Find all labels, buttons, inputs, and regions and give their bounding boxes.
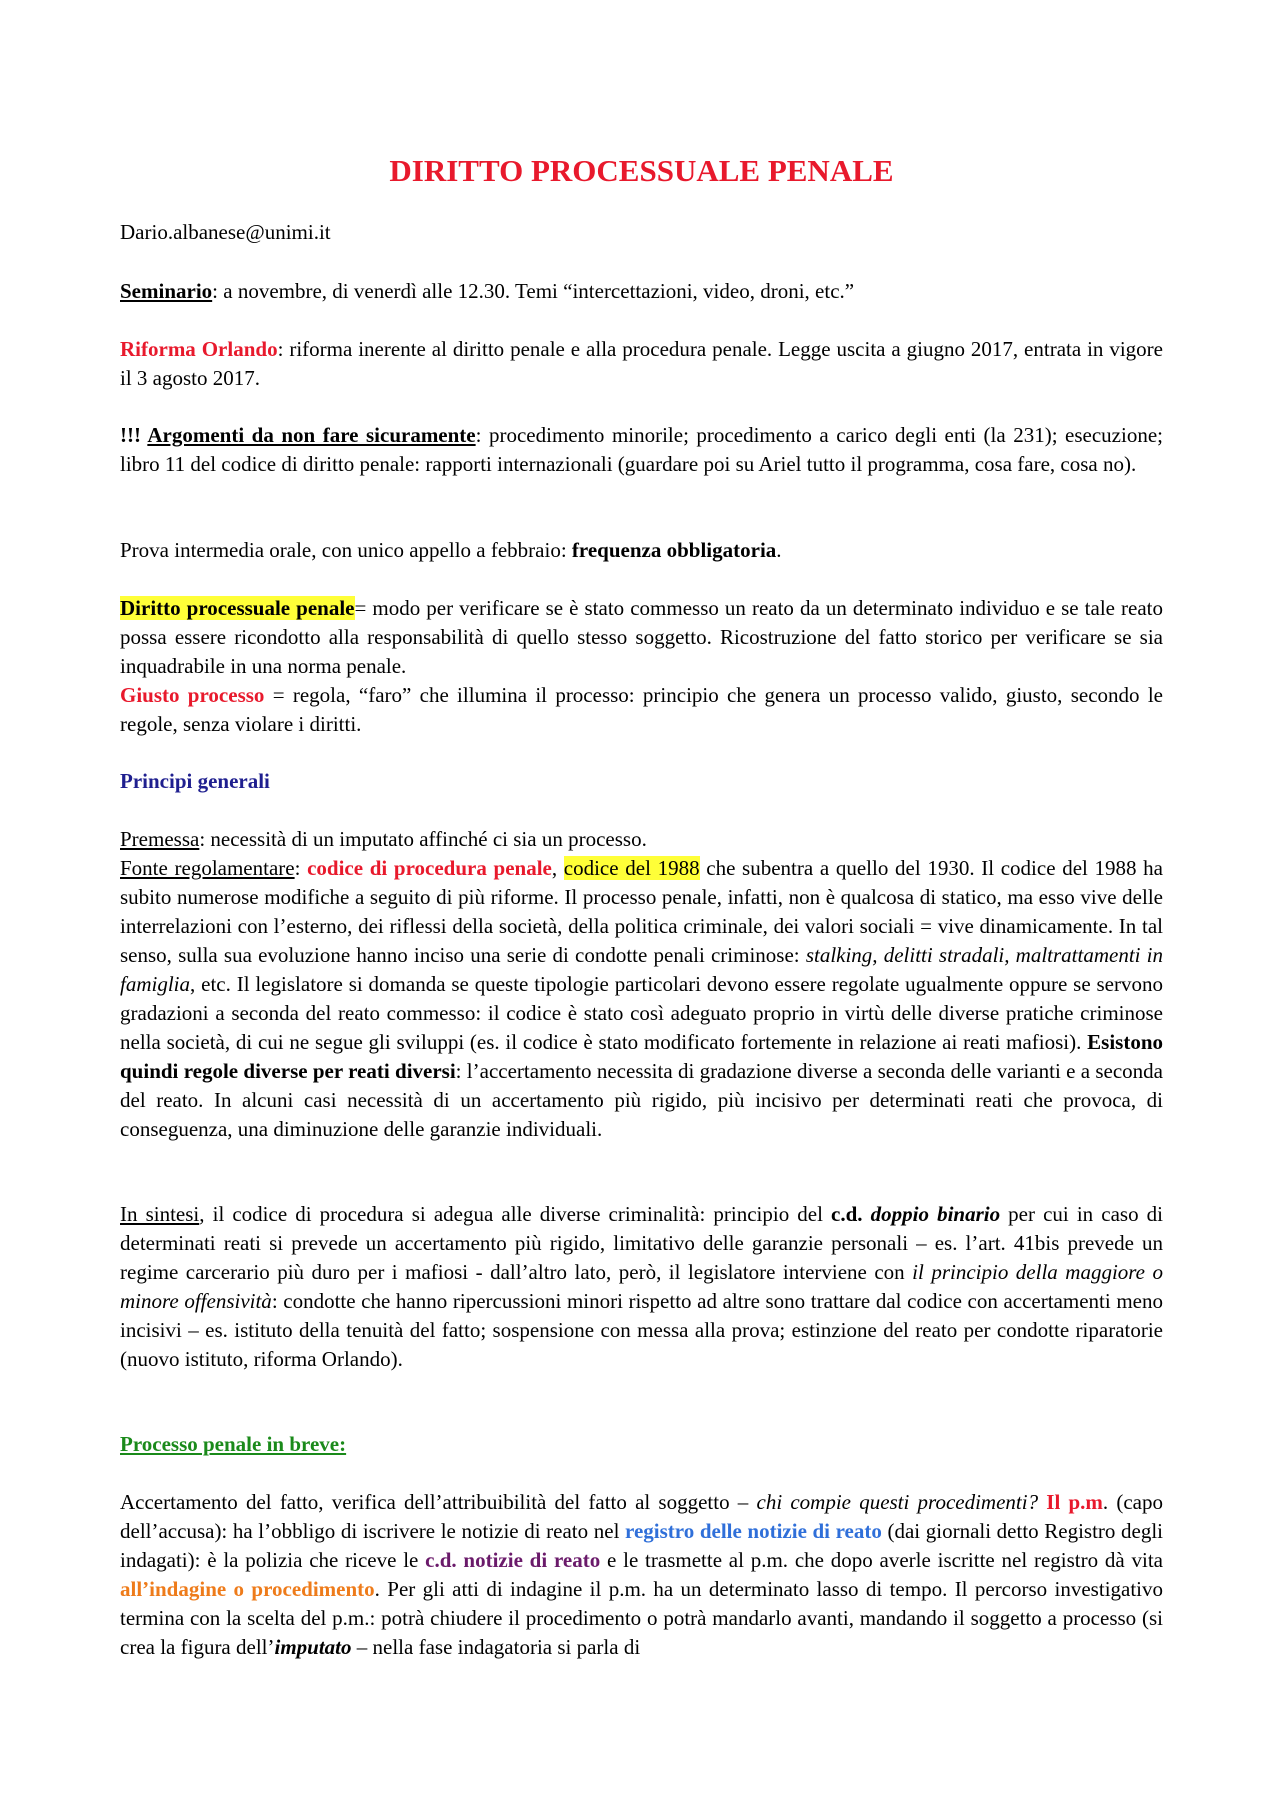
diritto-label: Diritto processuale penale (120, 596, 355, 620)
diritto-paragraph (120, 594, 1163, 681)
prova-text: Prova intermedia orale, con unico appello a febbraio: (120, 538, 572, 562)
processo-orange: all’indagine o procedimento (120, 1577, 375, 1601)
giusto-paragraph (120, 681, 1163, 739)
fonte-text-3: : l’accertamento necessita di gradazione diverse a seconda delle varianti e a seconda del reato. In alcuni casi necessità di un accertamento più rigido, più incisivo per determinati reati che provoca, di conseguenza, una diminuzione delle garanzie individuali. (120, 1059, 1163, 1141)
seminario-text: : a novembre, di venerdì alle 12.30. Temi “intercettazioni, video, droni, etc.” (212, 279, 855, 303)
giusto-label: Giusto processo (120, 683, 265, 707)
riforma-paragraph (120, 335, 1163, 393)
processo-t7: – nella fase indagatoria si parla di (351, 1635, 641, 1659)
riforma-label: Riforma Orlando (120, 337, 278, 361)
sintesi-italic: il principio della maggiore o minore offensività (120, 1260, 1163, 1313)
fonte-comma: , (551, 856, 564, 880)
processo-red: Il p.m (1046, 1490, 1103, 1514)
processo-t6: . Per gli atti di indagine il p.m. ha un determinato lasso di tempo. Il percorso investigativo termina con la scelta del p.m.: potrà chiudere il procedimento o potrà mandarlo avanti, mandando il soggetto a processo (si crea la figura dell’ (120, 1577, 1164, 1659)
giusto-text: = regola, “faro” che illumina il processo: principio che genera un processo valido, giusto, secondo le regole, senza violare i diritti. (120, 683, 1163, 736)
fonte-red: codice di procedura penale (307, 856, 552, 880)
processo-paragraph (120, 1488, 1163, 1662)
fonte-paragraph (120, 854, 1163, 1144)
email-line: Dario.albanese@unimi.it (120, 220, 331, 244)
fonte-italic: stalking, delitti stradali, maltrattamenti in famiglia (120, 943, 1163, 996)
prova-end: . (776, 538, 782, 562)
premessa-label: Premessa (120, 827, 200, 851)
sintesi-bold-italic: doppio binario (870, 1202, 1001, 1226)
processo-t1: Accertamento del fatto, verifica dell’attribuibilità del fatto al soggetto – (120, 1490, 757, 1514)
fonte-bold: Esistono quindi regole diverse per reati diversi (120, 1030, 1163, 1083)
prova-paragraph (120, 536, 1163, 565)
processo-t5: e le trasmette al p.m. che dopo averle iscritte nel registro dà vita (600, 1548, 1163, 1572)
processo-heading: Processo penale in breve: (120, 1432, 347, 1456)
sintesi-bold: c.d. (831, 1202, 871, 1226)
prova-bold: frequenza obbligatoria (571, 538, 777, 562)
fonte-highlight: codice del 1988 (563, 856, 700, 880)
argomenti-prefix: !!! (120, 423, 148, 447)
principi-heading: Principi generali (120, 769, 270, 793)
diritto-text: = modo per verificare se è stato commesso un reato da un determinato individuo e se tale reato possa essere ricondotto alla responsabilità di quello stesso soggetto. Ricostruzione del fatto storico per verificare se sia inquadrabile in una norma penale. (120, 596, 1163, 678)
processo-t4: (dai giornali detto Registro degli indagati): è la polizia che riceve le (120, 1519, 1164, 1572)
seminario-label: Seminario (120, 279, 213, 303)
seminario-paragraph (120, 277, 1163, 306)
processo-t3: . (capo dell’accusa): ha l’obbligo di iscrivere le notizie di reato nel (120, 1490, 1164, 1543)
argomenti-label: Argomenti da non fare sicuramente (147, 423, 476, 447)
processo-purple: c.d. notizie di reato (425, 1548, 601, 1572)
processo-i1: chi compie questi procedimenti? (756, 1490, 1039, 1514)
riforma-text: : riforma inerente al diritto penale e alla procedura penale. Legge uscita a giugno 2017, entrata in vigore il 3 agosto 2017. (120, 337, 1163, 390)
fonte-label: Fonte regolamentare (120, 856, 295, 880)
processo-blue: registro delle notizie di reato (625, 1519, 882, 1543)
sintesi-text-1: , il codice di procedura si adegua alle diverse criminalità: principio del (199, 1202, 832, 1226)
processo-bold-italic: imputato (274, 1635, 352, 1659)
fonte-sep: : (294, 856, 308, 880)
document-title: DIRITTO PROCESSUALE PENALE (389, 153, 894, 188)
sintesi-label: In sintesi (120, 1202, 200, 1226)
sintesi-text-3: : condotte che hanno ripercussioni minori rispetto ad altre sono trattare dal codice con accertamenti meno incisivi – es. istituto della tenuità del fatto; sospensione con messa alla prova; estinzione del reato per condotte riparatorie (nuovo istituto, riforma Orlando). (120, 1289, 1163, 1371)
fonte-text-2: , etc. Il legislatore si domanda se queste tipologie particolari devono essere regolate ugualmente oppure se servono gradazioni a seconda del reato commesso: il codice è stato così adeguato proprio in virtù delle diverse pratiche criminose nella società, di cui ne segue gli sviluppi (es. il codice è stato modificato fortemente in relazione ai reati mafiosi). (120, 972, 1163, 1054)
fonte-text-1: che subentra a quello del 1930. Il codice del 1988 ha subito numerose modifiche a seguito di più riforme. Il processo penale, infatti, non è qualcosa di statico, ma esso vive delle interrelazioni con l’esterno, dei riflessi della società, della politica criminale, dei valori sociali = vive dinamicamente. In tal senso, sulla sua evoluzione hanno inciso una serie di condotte penali criminose: (120, 856, 1163, 967)
premessa-paragraph (120, 825, 1163, 854)
argomenti-paragraph (120, 421, 1163, 479)
sintesi-paragraph (120, 1200, 1163, 1374)
argomenti-text: : procedimento minorile; procedimento a carico degli enti (la 231); esecuzione; libro 11 del codice di diritto penale: rapporti internazionali (guardare poi su Ariel tutto il programma, cosa fare, cosa no). (120, 423, 1163, 476)
premessa-text: : necessità di un imputato affinché ci sia un processo. (199, 827, 647, 851)
sintesi-text-2: per cui in caso di determinati reati si prevede un accertamento più rigido, limitativo delle garanzie personali – es. l’art. 41bis prevede un regime carcerario più duro per i mafiosi - dall’altro lato, però, il legislatore interviene con (120, 1202, 1163, 1284)
